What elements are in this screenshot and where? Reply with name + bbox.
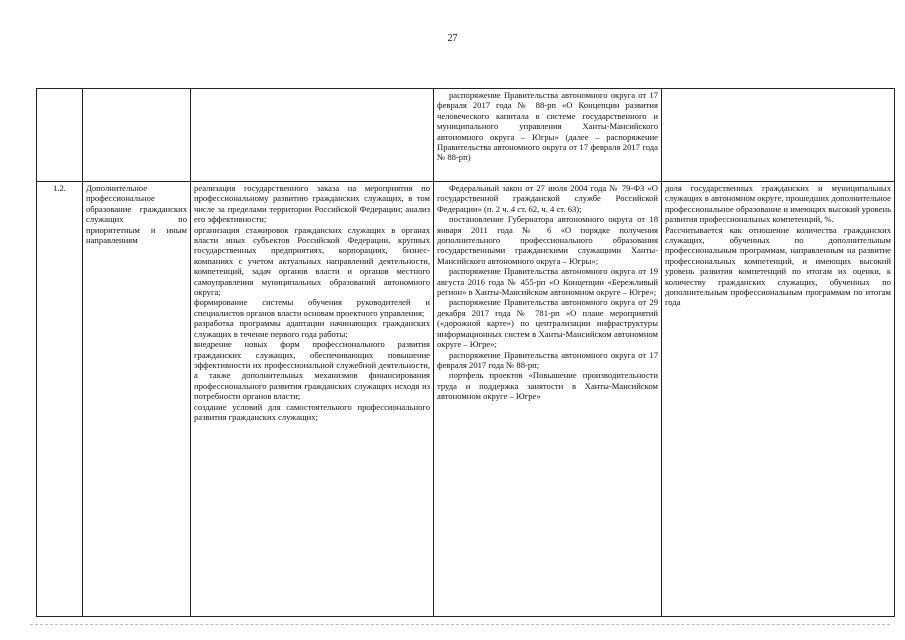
cell-number-empty xyxy=(37,89,83,182)
cell-indicator-empty xyxy=(662,89,895,182)
legal-basis-item: Федеральный закон от 27 июля 2004 года № 79-ФЗ «О государственной гражданской службе Российской Федерации» (п. 2 ч. 4 ст. 62, ч. 4 ст. 63); xyxy=(437,183,658,214)
legal-basis-item: распоряжение Правительства автономного округа от 17 февраля 2017 года № 88-рп «О Концепции развития человеческого капитала в системе государственного и муниципального управления Ханты-Мансийского автономного округа – Югры» (далее – распоряжение Правительства автономного округа от 17 февраля 2017 года № 88-рп) xyxy=(437,90,658,163)
activity-item: разработка программы адаптации начинающих гражданских служащих в течение первого года работы; xyxy=(194,318,430,339)
legal-basis-item: распоряжение Правительства автономного округа от 19 августа 2016 года № 455-рп «О Концепции «Бережливый регион» в Ханты-Мансийском автономном округе – Югре»; xyxy=(437,266,658,298)
legal-basis-item: распоряжение Правительства автономного округа от 29 декабря 2017 года № 781-рп «О плане мероприятий («дорожной карте») по централизации инфраструктуры информационных систем в Ханты-Мансийском автономном округе – Югре»; xyxy=(437,297,658,350)
activity-item: внедрение новых форм профессионального развития гражданских служащих, обеспечивающих повышение эффективности их профессиональной служебной деятельности, а также дополнительных механизмов финансирования профессионального развития гражданских служащих исходя из потребности органов власти; xyxy=(194,339,430,402)
activity-item: формирование системы обучения руководителей и специалистов органов власти основам проектного управления; xyxy=(194,297,430,318)
cell-measure-name: Дополнительное профессиональное образование гражданских служащих по приоритетным и иным направлениям xyxy=(83,182,191,617)
indicator-text: доля государственных гражданских и муниципальных служащих в автономном округе, прошедших дополнительное профессиональное образование и имеющих высокий уровень развития профессиональных компетенций, %. xyxy=(665,183,891,225)
activity-item: организация стажировок гражданских служащих в органах власти иных субъектов Российской Федерации, крупных государственных предприятиях, корпорациях, бизнес-компаниях с учетом актуальных направлений деятельности, компетенций, задач органов власти и органов местного самоуправления муниципальных образований автономного округа; xyxy=(194,224,430,298)
cell-activities xyxy=(191,182,434,617)
cell-legal-basis-previous xyxy=(434,89,662,182)
legal-basis-item: распоряжение Правительства автономного округа от 17 февраля 2017 года № 88-рп; xyxy=(437,349,658,370)
table-row-previous xyxy=(37,89,895,182)
cell-indicator xyxy=(662,182,895,617)
cell-row-number: 1.2. xyxy=(37,182,83,617)
scan-edge-line xyxy=(30,624,890,625)
table-row-1-2 xyxy=(37,182,895,617)
activity-item: создание условий для самостоятельного профессионального развития гражданских служащих; xyxy=(194,401,430,422)
cell-legal-basis xyxy=(434,182,662,617)
page-number: 27 xyxy=(447,33,458,44)
cell-activities-empty xyxy=(191,89,434,182)
measures-table xyxy=(36,88,895,617)
legal-basis-item: постановление Губернатора автономного округа от 18 января 2011 года № 6 «О порядке получения дополнительного профессионального образования государственными гражданскими служащими Ханты-Мансийского автономного округа – Югры»; xyxy=(437,214,658,266)
legal-basis-item: портфель проектов «Повышение производительности труда и поддержка занятости в Ханты-Мансийском автономном округе – Югре» xyxy=(437,370,658,402)
cell-name-empty xyxy=(83,89,191,182)
indicator-calculation: Рассчитывается как отношение количества гражданских служащих, обученных по дополнительным профессиональным программам, направленным на развитие профессиональных компетенций, и имеющих высокий уровень развития компетенций по итогам их оценки, к количеству гражданских служащих, обученных по дополнительным профессиональным программам по итогам года xyxy=(665,224,891,308)
activity-item: реализация государственного заказа на мероприятия по профессиональному развитию гражданских служащих, в том числе за пределами территории Российской Федерации; анализ его эффективности; xyxy=(194,183,430,225)
